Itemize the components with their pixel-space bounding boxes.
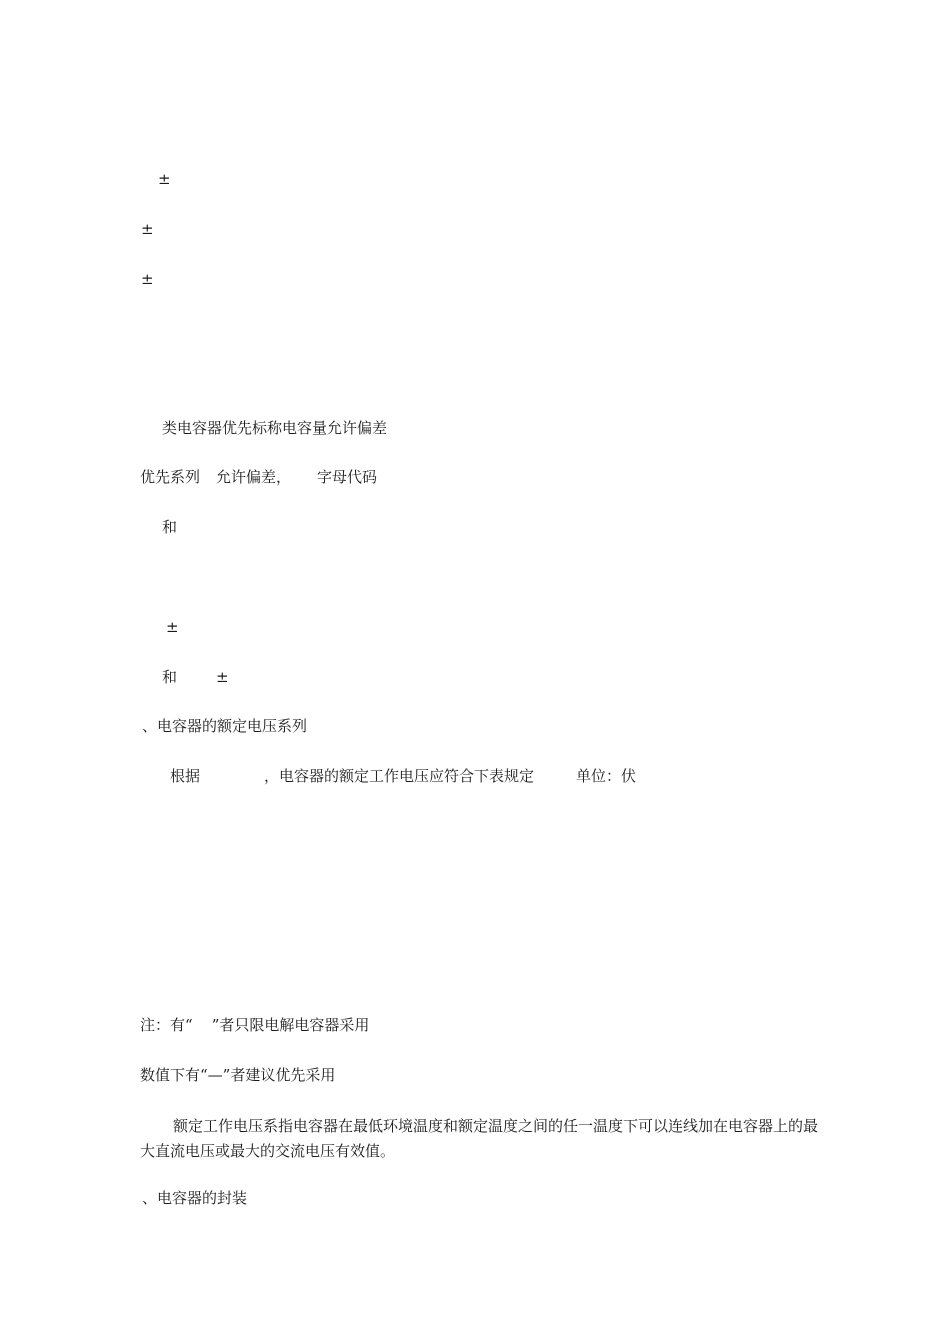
table-header-tolerance: 允许偏差， bbox=[216, 468, 292, 486]
basis-text: ，电容器的额定工作电压应符合下表规定 bbox=[264, 767, 535, 785]
plus-minus-symbol: ± bbox=[216, 668, 229, 686]
plus-minus-symbol: ± bbox=[158, 170, 171, 188]
basis-unit: 单位：伏 bbox=[576, 767, 637, 785]
section-heading-package: 、电容器的封装 bbox=[142, 1189, 248, 1207]
note-electrolytic: 注：有“ ”者只限电解电容器采用 bbox=[140, 1016, 370, 1034]
plus-minus-symbol: ± bbox=[141, 270, 154, 288]
table-header-letter-code: 字母代码 bbox=[317, 468, 378, 486]
section-heading-voltage: 、电容器的额定电压系列 bbox=[142, 717, 308, 735]
rated-voltage-paragraph: 额定工作电压系指电容器在最低环境温度和额定温度之间的任一温度下可以连线加在电容器上的最大直流电压或最大的交流电压有效值。 bbox=[140, 1117, 819, 1160]
table-header-series: 优先系列 bbox=[140, 468, 201, 486]
table-title: 类电容器优先标称电容量允许偏差 bbox=[162, 419, 388, 437]
table-cell-and: 和 bbox=[162, 668, 178, 686]
plus-minus-symbol: ± bbox=[166, 618, 179, 636]
note-preferred: 数值下有“—”者建议优先采用 bbox=[140, 1066, 336, 1084]
table-cell-and: 和 bbox=[162, 518, 178, 536]
basis-prefix: 根据 bbox=[170, 767, 201, 785]
plus-minus-symbol: ± bbox=[141, 220, 154, 238]
